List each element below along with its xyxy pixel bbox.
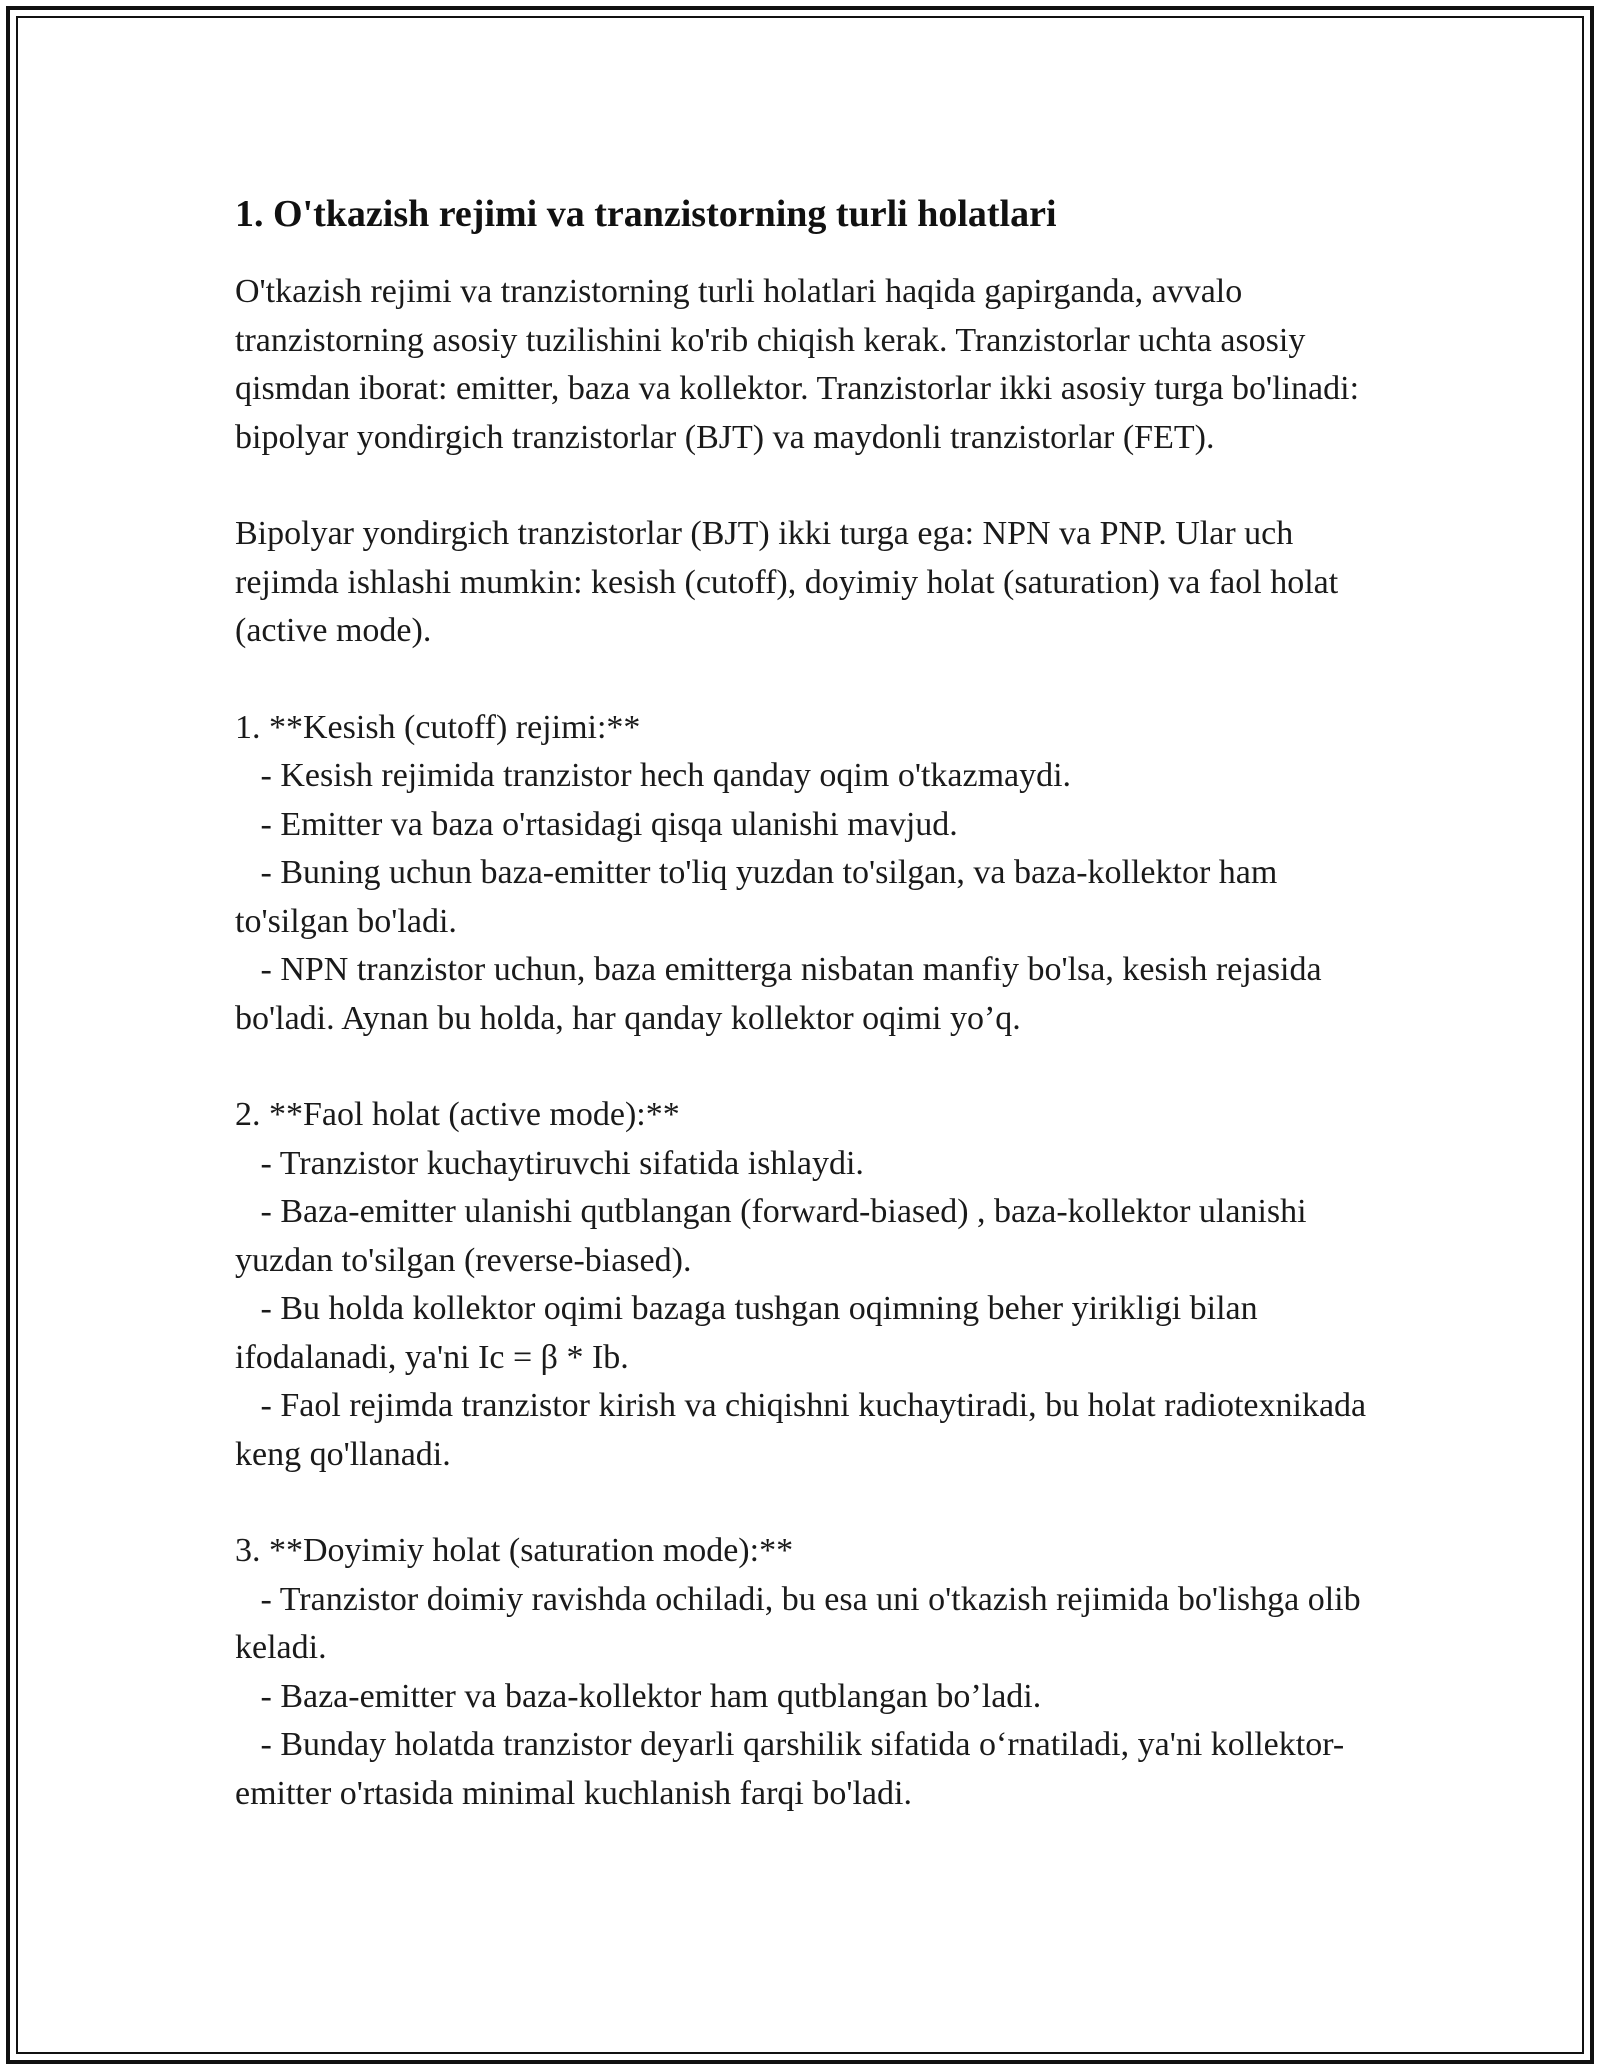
section-active-mode: 2. **Faol holat (active mode):** - Tranzistor kuchaytiruvchi sifatida ishlaydi. - Baza-emitter ulanishi qutblangan (forward-biased) , baza-kollektor ulanishi yuzdan to'silgan (reverse-biased). - Bu holda kollektor oqimi bazaga tushgan oqimning beher yirikligi bilan ifodalanadi, ya'ni Ic = β * Ib. - Faol rejimda tranzistor kirish va chiqishni kuchaytiradi, bu holat radiotexnikada keng qo'llanadi. [235,1096,1367,1473]
document-body [235,182,1375,1818]
paragraph-intro: O'tkazish rejimi va tranzistorning turli holatlari haqida gapirganda, avvalo tranzistorning asosiy tuzilishini ko'rib chiqish kerak. Tranzistorlar uchta asosiy qismdan iborat: emitter, baza va kollektor. Tranzistorlar ikki asosiy turga bo'linadi: bipolyar yondirgich tranzistorlar (BJT) va maydonli tranzistorlar (FET). [235,273,1368,456]
document-title: 1. O'tkazish rejimi va tranzistorning turli holatlari [235,193,1057,235]
paragraph-bjt-types: Bipolyar yondirgich tranzistorlar (BJT) ikki turga ega: NPN va PNP. Ular uch rejimda ishlashi mumkin: kesish (cutoff), doyimiy holat (saturation) va faol holat (active mode). [235,515,1347,649]
section-cutoff-mode: 1. **Kesish (cutoff) rejimi:** - Kesish rejimida tranzistor hech qanday oqim o'tkazmaydi. - Emitter va baza o'rtasidagi qisqa ulanishi mavjud. - Buning uchun baza-emitter to'liq yuzdan to'silgan, va baza-kollektor ham to'silgan bo'ladi. - NPN tranzistor uchun, baza emitterga nisbatan manfiy bo'lsa, kesish rejasida bo'ladi. Aynan bu holda, har qanday kollektor oqimi yo’q. [235,708,1322,1037]
section-saturation-mode: 3. **Doyimiy holat (saturation mode):** - Tranzistor doimiy ravishda ochiladi, bu esa uni o'tkazish rejimida bo'lishga olib keladi. - Baza-emitter va baza-kollektor ham qutblangan bo’ladi. - Bunday holatda tranzistor deyarli qarshilik sifatida o‘rnatiladi, ya'ni kollektor-emitter o'rtasida minimal kuchlanish farqi bo'ladi. [235,1532,1361,1812]
